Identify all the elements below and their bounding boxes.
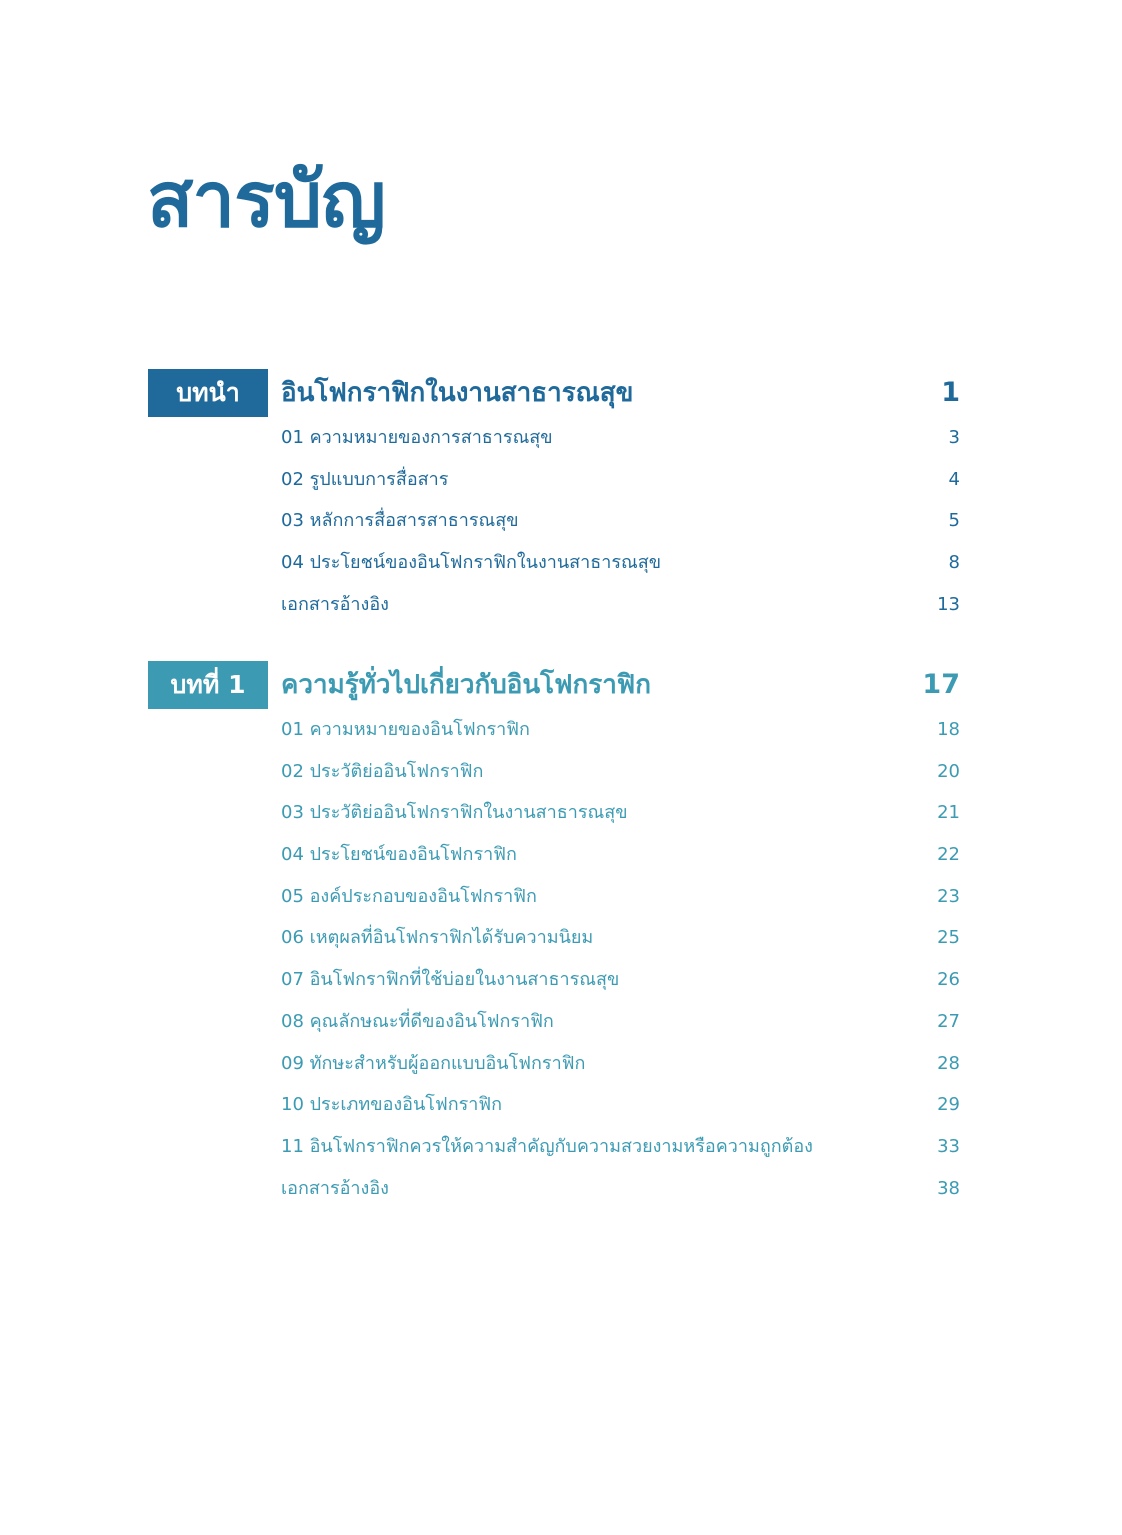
toc-entry-list xyxy=(0,709,1122,1209)
toc-entry-page-number: 38 xyxy=(937,1177,960,1199)
toc-entry-title: 01 ความหมายของการสาธารณสุข xyxy=(281,427,553,448)
section-header[interactable] xyxy=(0,661,1122,709)
toc-entry-title: 09 ทักษะสำหรับผู้ออกแบบอินโฟกราฟิก xyxy=(281,1052,586,1074)
toc-entry-page-number: 3 xyxy=(948,427,960,448)
section-header[interactable] xyxy=(0,369,1122,417)
toc-entry-title: 10 ประเภทของอินโฟกราฟิก xyxy=(281,1094,503,1116)
toc-entry[interactable] xyxy=(0,459,1122,501)
chapter-badge: บทนำ xyxy=(148,369,268,417)
toc-entry-list xyxy=(0,417,1122,625)
toc-entry-title: 06 เหตุผลที่อินโฟกราฟิกได้รับความนิยม xyxy=(281,927,594,949)
toc-entry-page-number: 29 xyxy=(937,1094,960,1116)
chapter-page-number: 1 xyxy=(941,377,960,408)
toc-entry-page-number: 21 xyxy=(937,802,960,824)
toc-entry-page-number: 28 xyxy=(937,1052,960,1074)
toc-entry-title: 01 ความหมายของอินโฟกราฟิก xyxy=(281,719,530,740)
toc-entry-page-number: 22 xyxy=(937,844,960,866)
toc-entry[interactable] xyxy=(0,709,1122,751)
toc-entry-page-number: 23 xyxy=(937,885,960,907)
toc-entry-page-number: 25 xyxy=(937,927,960,949)
toc-entry-page-number: 4 xyxy=(948,468,960,490)
toc-entry[interactable] xyxy=(0,417,1122,459)
chapter-badge: บทที่ 1 xyxy=(148,661,268,709)
toc-entry[interactable] xyxy=(0,1001,1122,1043)
chapter-title[interactable]: อินโฟกราฟิกในงานสาธารณสุข xyxy=(281,378,634,408)
toc-entry[interactable] xyxy=(0,500,1122,542)
toc-entry-page-number: 33 xyxy=(937,1135,960,1157)
toc-entry-page-number: 18 xyxy=(937,719,960,740)
page-title: สารบัญ xyxy=(147,155,385,244)
toc-entry-title: เอกสารอ้างอิง xyxy=(281,593,389,615)
toc-entry-title: 07 อินโฟกราฟิกที่ใช้บ่อยในงานสาธารณสุข xyxy=(281,969,620,991)
toc-entry-title: 02 รูปแบบการสื่อสาร xyxy=(281,468,449,490)
toc-entry-page-number: 26 xyxy=(937,969,960,991)
toc-entry-title: 04 ประโยชน์ของอินโฟกราฟิกในงานสาธารณสุข xyxy=(281,552,662,574)
toc-entry-title: 05 องค์ประกอบของอินโฟกราฟิก xyxy=(281,885,537,907)
toc-entry-title: 03 ประวัติย่ออินโฟกราฟิกในงานสาธารณสุข xyxy=(281,802,628,824)
toc-entry-page-number: 20 xyxy=(937,760,960,782)
chapter-page-number: 17 xyxy=(922,669,960,700)
toc-entry-title: เอกสารอ้างอิง xyxy=(281,1177,389,1199)
toc-entry-title: 04 ประโยชน์ของอินโฟกราฟิก xyxy=(281,844,517,866)
toc-entry-page-number: 27 xyxy=(937,1010,960,1032)
toc-entry[interactable] xyxy=(0,792,1122,834)
toc-entry[interactable] xyxy=(0,1126,1122,1168)
toc-entry-page-number: 8 xyxy=(948,552,960,574)
toc-entry[interactable] xyxy=(0,917,1122,959)
toc-entry-title: 03 หลักการสื่อสารสาธารณสุข xyxy=(281,510,519,532)
toc-entry[interactable] xyxy=(0,1168,1122,1210)
chapter-title[interactable]: ความรู้ทั่วไปเกี่ยวกับอินโฟกราฟิก xyxy=(281,670,651,700)
toc-entry[interactable] xyxy=(0,1084,1122,1126)
toc-entry-title: 02 ประวัติย่ออินโฟกราฟิก xyxy=(281,760,484,782)
toc-entry[interactable] xyxy=(0,834,1122,876)
toc-entry-page-number: 13 xyxy=(937,593,960,615)
toc-entry-page-number: 5 xyxy=(948,510,960,532)
toc-entry[interactable] xyxy=(0,542,1122,584)
toc-entry[interactable] xyxy=(0,751,1122,793)
toc-entry[interactable] xyxy=(0,1043,1122,1085)
toc-entry[interactable] xyxy=(0,584,1122,626)
toc-entry-title: 11 อินโฟกราฟิกควรให้ความสำคัญกับความสวยงามหรือความถูกต้อง xyxy=(281,1135,813,1157)
toc-entry[interactable] xyxy=(0,959,1122,1001)
toc-entry-title: 08 คุณลักษณะที่ดีของอินโฟกราฟิก xyxy=(281,1010,554,1032)
toc-entry[interactable] xyxy=(0,876,1122,918)
